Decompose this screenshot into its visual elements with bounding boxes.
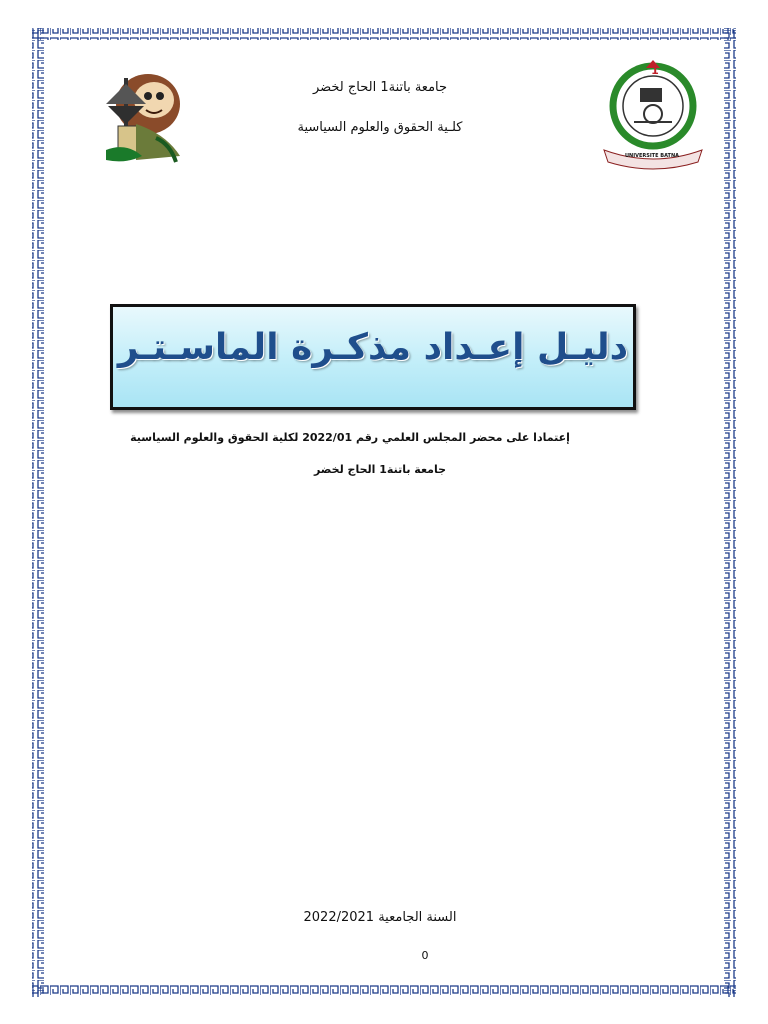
seal-caption: UNIVERSITE BATNA bbox=[624, 153, 680, 159]
page-number: 0 bbox=[421, 949, 429, 962]
border-left bbox=[32, 28, 44, 997]
border-bottom bbox=[32, 985, 736, 997]
border-top bbox=[32, 28, 736, 40]
approval-university: جامعة باتنة1 الحاج لخضر bbox=[313, 463, 447, 476]
border-right bbox=[724, 28, 736, 997]
university-name: جامعة باتنة1 الحاج لخضر bbox=[312, 80, 448, 95]
approval-line: إعتمادا على محضر المجلس العلمي رقم 2022/01 لكلية الحقوق والعلوم السياسية bbox=[130, 431, 570, 444]
academic-year: السنة الجامعية 2022/2021 bbox=[303, 910, 457, 925]
seal-number: 1 bbox=[651, 64, 659, 77]
faculty-name: كلـية الحقوق والعلوم السياسية bbox=[297, 120, 463, 135]
document-title: دليـل إعـداد مذكـرة الماسـتـر bbox=[117, 327, 629, 368]
title-banner bbox=[110, 304, 636, 410]
faculty-emblem-icon bbox=[96, 64, 192, 168]
